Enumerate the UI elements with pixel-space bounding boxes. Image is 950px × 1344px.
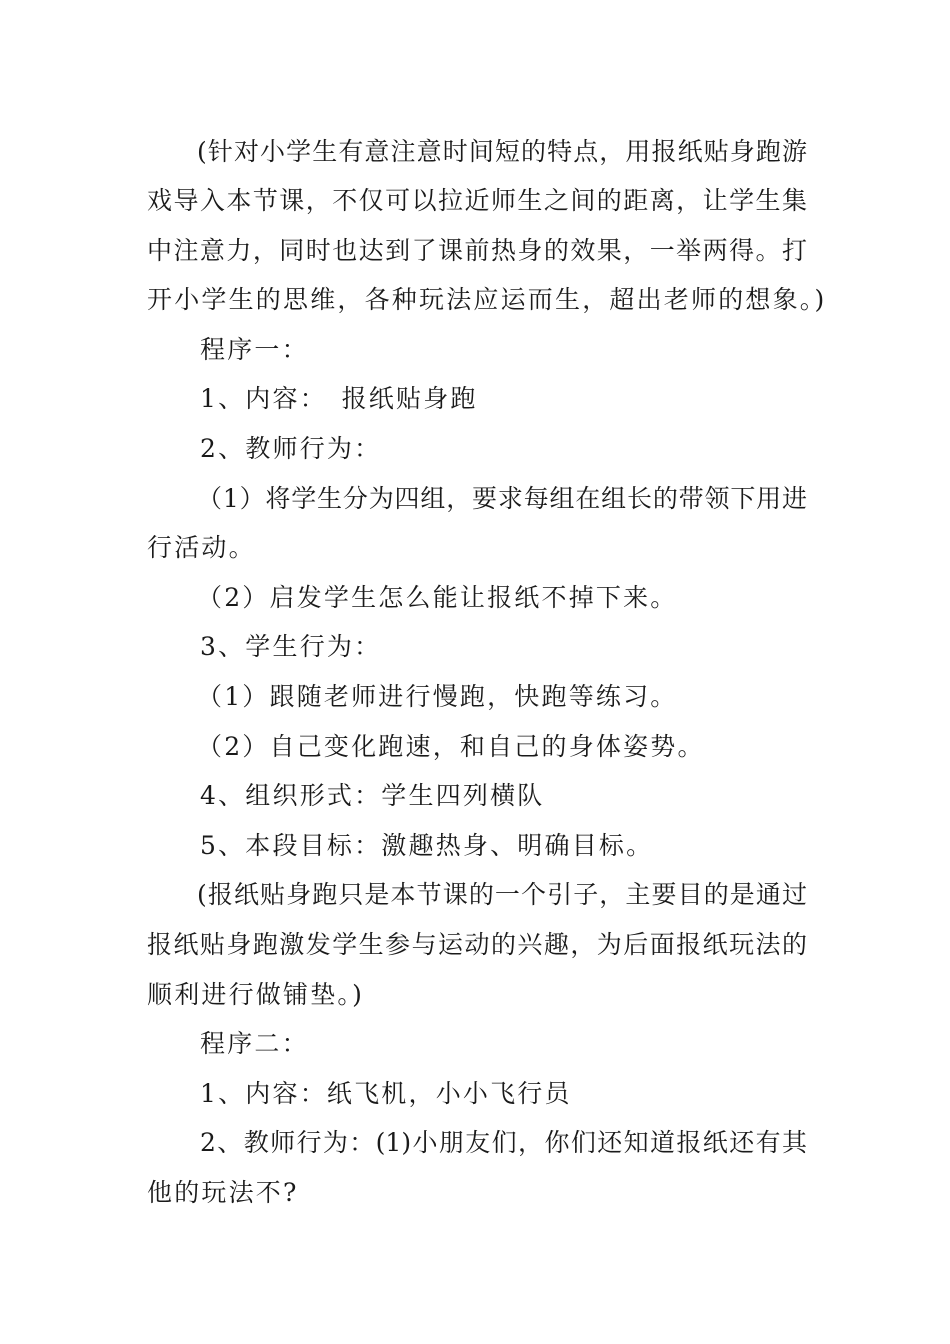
- text-line: 1、内容： 报纸贴身跑: [200, 384, 478, 413]
- text-line: 戏导入本节课，不仅可以拉近师生之间的距离，让学生集: [147, 186, 807, 215]
- text-line: 开小学生的思维，各种玩法应运而生，超出老师的想象。): [147, 285, 827, 314]
- text-line: 他的玩法不?: [147, 1178, 299, 1207]
- text-line: 1、内容：纸飞机，小小飞行员: [200, 1079, 572, 1108]
- text-line: 行活动。: [147, 533, 256, 562]
- text-line: 中注意力，同时也达到了课前热身的效果，一举两得。打: [147, 236, 807, 265]
- text-line: 顺利进行做铺垫。): [147, 980, 365, 1009]
- text-line: (针对小学生有意注意时间短的特点，用报纸贴身跑游: [197, 137, 807, 166]
- text-line: 5、本段目标：激趣热身、明确目标。: [200, 831, 654, 860]
- text-line: （2）自己变化跑速，和自己的身体姿势。: [197, 732, 705, 761]
- text-line: 4、组织形式：学生四列横队: [200, 781, 545, 810]
- text-line: 2、教师行为：(1)小朋友们，你们还知道报纸还有其: [200, 1128, 807, 1157]
- text-line: 3、学生行为：: [200, 632, 382, 661]
- text-line: 报纸贴身跑激发学生参与运动的兴趣，为后面报纸玩法的: [147, 930, 807, 959]
- text-line: （1）跟随老师进行慢跑，快跑等练习。: [197, 682, 678, 711]
- section-heading: 程序一：: [200, 335, 309, 364]
- section-heading: 程序二：: [200, 1029, 309, 1058]
- text-line: (报纸贴身跑只是本节课的一个引子，主要目的是通过: [197, 880, 807, 909]
- text-line: （1）将学生分为四组，要求每组在组长的带领下用进: [197, 484, 807, 513]
- text-line: （2）启发学生怎么能让报纸不掉下来。: [197, 583, 678, 612]
- text-line: 2、教师行为：: [200, 434, 382, 463]
